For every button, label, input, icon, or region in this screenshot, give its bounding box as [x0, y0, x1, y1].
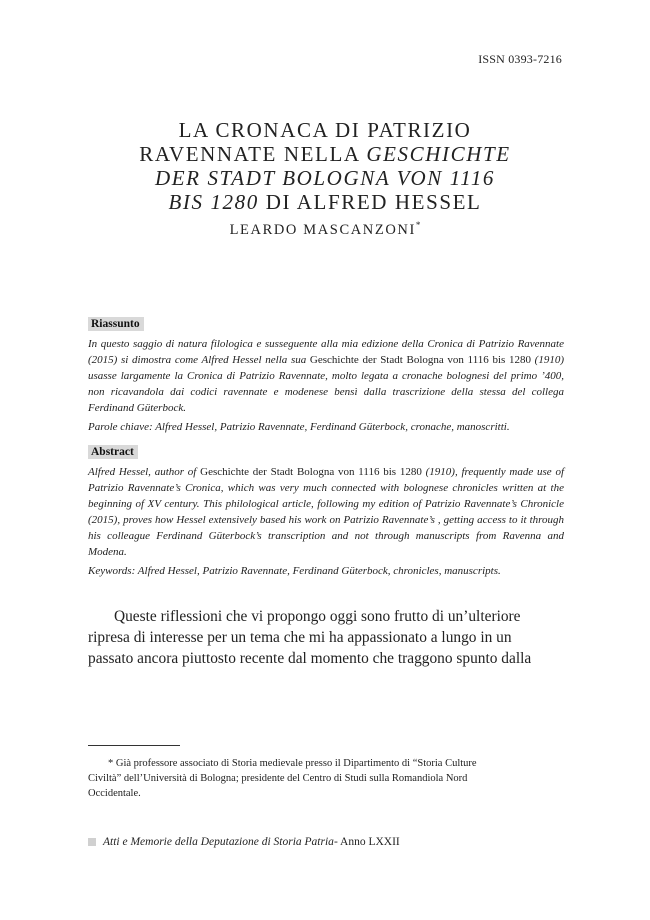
title-line-2-roman: RAVENNATE NELLA — [139, 142, 367, 166]
abstract-keywords: Keywords: Alfred Hessel, Patrizio Ravennate, Ferdinand Güterbock, chronicles, manuscripts. — [88, 565, 501, 577]
abstract-text-3: (1910), frequently made use of Patrizio Ravennate’s Cronica, which was very much connected with bolognese chronicles written at the beginning of XV century. This philological article, following my edition of Patrizio Ravennate’s Chronicle (2015), proves how Hessel extensively based his work on Patrizio Ravennate’s , getting access to it through his colleague Ferdinand Güterbock’s transcription and not through manuscripts from Ravenna and Modena. — [88, 466, 564, 558]
abstract-block — [88, 464, 564, 579]
riassunto-text-3: (1910) — [531, 354, 565, 366]
footer-issue: - Anno LXXII — [333, 836, 400, 848]
author-footnote-mark: * — [415, 220, 421, 230]
abstract-text-2: Geschichte der Stadt Bologna von 1116 bis 1280 — [200, 466, 422, 478]
abstract-text — [88, 464, 564, 560]
title-line-2-italic: GESCHICHTE — [366, 142, 511, 166]
title-line-4-roman: DI ALFRED HESSEL — [258, 190, 482, 214]
title-line-4-italic: BIS 1280 — [168, 190, 259, 214]
footer-journal-name: Atti e Memorie della Deputazione di Storia Patria — [103, 836, 334, 848]
title-line-3: DER STADT BOLOGNA VON 1116 — [154, 166, 496, 190]
footnote-line-1: * Già professore associato di Storia medievale presso il Dipartimento di “Storia Culture — [108, 758, 477, 769]
riassunto-text-1: In questo saggio di natura filologica e susseguente alla mia edizione della Cronica di Patrizio Ravennate (2015) si dimostra come Alfred Hessel nella sua — [88, 338, 564, 366]
title-line-2 — [88, 142, 562, 166]
body-line-3: passato ancora piuttosto recente dal momento che traggono spunto dalla — [88, 650, 532, 667]
riassunto-heading: Riassunto — [88, 317, 144, 331]
author-name — [88, 220, 562, 239]
abstract-text-1: Alfred Hessel, author of — [88, 466, 201, 478]
body-paragraph — [88, 606, 564, 669]
journal-footer — [88, 836, 400, 848]
footnote-line-2: Civiltà” dell’Università di Bologna; presidente del Centro di Studi sulla Romandiola Nord — [88, 773, 468, 784]
riassunto-keywords: Parole chiave: Alfred Hessel, Patrizio Ravennate, Ferdinand Güterbock, cronache, manoscritti. — [88, 421, 510, 433]
body-line-2: ripresa di interesse per un tema che mi ha appassionato a lungo in un — [88, 629, 512, 646]
footer-square-icon — [88, 838, 96, 846]
footnote — [88, 756, 564, 801]
author-name-text: LEARDO MASCANZONI — [229, 221, 416, 238]
footnote-rule — [88, 745, 180, 746]
riassunto-text — [88, 336, 564, 416]
issn-number: ISSN 0393-7216 — [478, 52, 562, 66]
riassunto-text-2: Geschichte der Stadt Bologna von 1116 bis 1280 — [309, 354, 531, 366]
riassunto-block — [88, 336, 564, 435]
title-line-4 — [88, 190, 562, 214]
title-line-1: LA CRONACA DI PATRIZIO — [178, 118, 472, 142]
footnote-line-3: Occidentale. — [88, 788, 141, 799]
body-line-1: Queste riflessioni che vi propongo oggi sono frutto di un’ulteriore — [114, 608, 521, 625]
riassunto-text-4: usasse largamente la Cronica di Patrizio Ravennate, molto legata a cronache bolognesi del primo ’400, non ricavandola dai codici ravennate e modenese bensì dalla trascrizione della stessa del collega Ferdinand Güterbock. — [88, 370, 564, 414]
article-title — [88, 118, 562, 214]
abstract-heading: Abstract — [88, 445, 138, 459]
